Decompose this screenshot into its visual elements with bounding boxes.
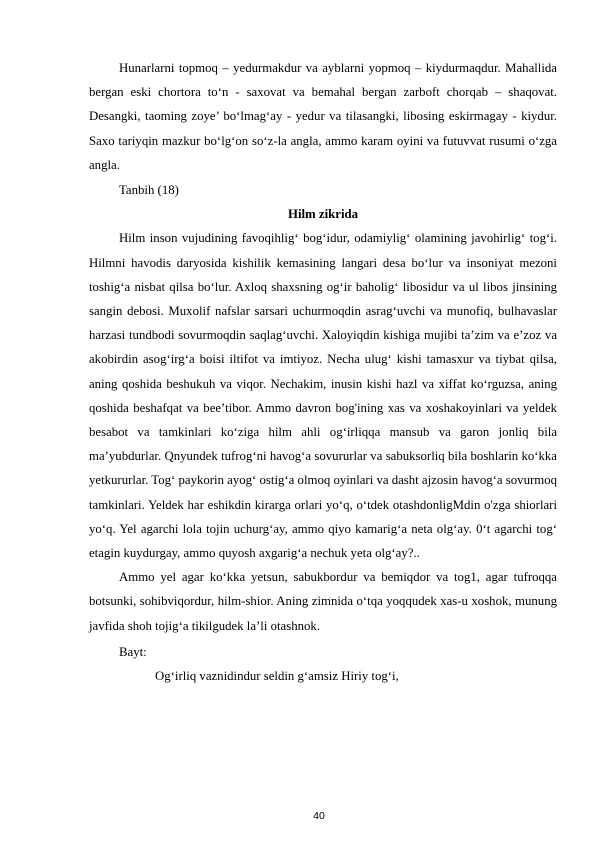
verse-line: Og‘irliq vaznidindur seldin g‘amsiz Hiriy tog‘i, [155,669,399,684]
page-number: 40 [313,810,325,822]
paragraph-wind-mountain: Ammo yel agar ko‘kka yetsun, sabukbordur va bemiqdor va tog1, agar tufroqqa botsunki, sohibviqordur, hilm-shior. Aning zimnida o‘tqa yoqqudek xas-u xoshok, munung javfida shoh tojig‘a tikilgudek la’li otashnok. [89,570,557,633]
section-note: Tanbih (18) [119,183,179,198]
paragraph-patience: Hilm inson vujudining favoqihlig‘ bog‘idur, odamiylig‘ olamining javohirlig‘ tog‘i. Hilmni havodis daryosida kishilik kemasining langari desa bo‘lur va insoniyat mezoni toshig‘a nisbat qilsa bo‘lur. Axloq shaxsning og‘ir baholig‘ libosidur va ul libos jinsining sangin debosi. Muxolif nafslar sarsari uchurmoqdin asrag‘uvchi va munofiq, bulhavaslar harzasi tundbodi sovurmoqdin saqlag‘uvchi. Xaloyiqdin kishiga mujibi ta’zim va e’zoz va akobirdin asog‘irg‘a boisi iltifot va imtiyoz. Necha ulug‘ kishi tamasxur va tiybat qilsa, aning qoshida beshukuh va viqor. Nechakim, inusin kishi hazl va xiffat ko‘rguzsa, aning qoshida beshafqat va bee’tibor. Ammo davron bog'ining xas va xoshakoyinlari va yeldek besabot va tamkinlari ko‘ziga hilm ahli og‘irliqqa mansub va garon jonliq bila ma’yubdurlar. Qnyundek tufrog‘ni havog‘a sovururlar va sabuksorliq bila boshlarin ko‘kka yetkururlar. Tog‘ paykorin ayog‘ ostig‘a olmoq oyinlari va dasht ajzosin havog‘a sovurmoq tamkinlari. Yeldek har eshikdin kirarga orlari yo‘q, o‘tdek otashdonligMdin o'zga shiorlari yo‘q. Yel agarchi lola tojin uchurg‘ay, ammo qiyo kamarig‘a neta olg‘ay. 0‘t agarchi tog‘ etagin kuydurgay, ammo quyosh axgarig‘a nechuk yeta olg‘ay?.. [89,231,557,561]
verse-label: Bayt: [119,644,147,659]
page-body [89,56,557,688]
section-heading: Hilm zikrida [287,207,359,222]
paragraph-generosity: Hunarlarni topmoq – yedurmakdur va ayblarni yopmoq – kiydurmaqdur. Mahallida bergan eski chortora to‘n - saxovat va bemahal bergan zarboft chorqab – shaqovat. Desangki, taoming zoye’ bo‘lmag‘ay - yedur va tilasangki, libosing eskirmagay - kiydur. Saxo tariyqin mazkur bo‘lg‘on so‘z-la angla, ammo karam oyini va futuvvat rusumi o‘zga angla. [89,61,557,172]
